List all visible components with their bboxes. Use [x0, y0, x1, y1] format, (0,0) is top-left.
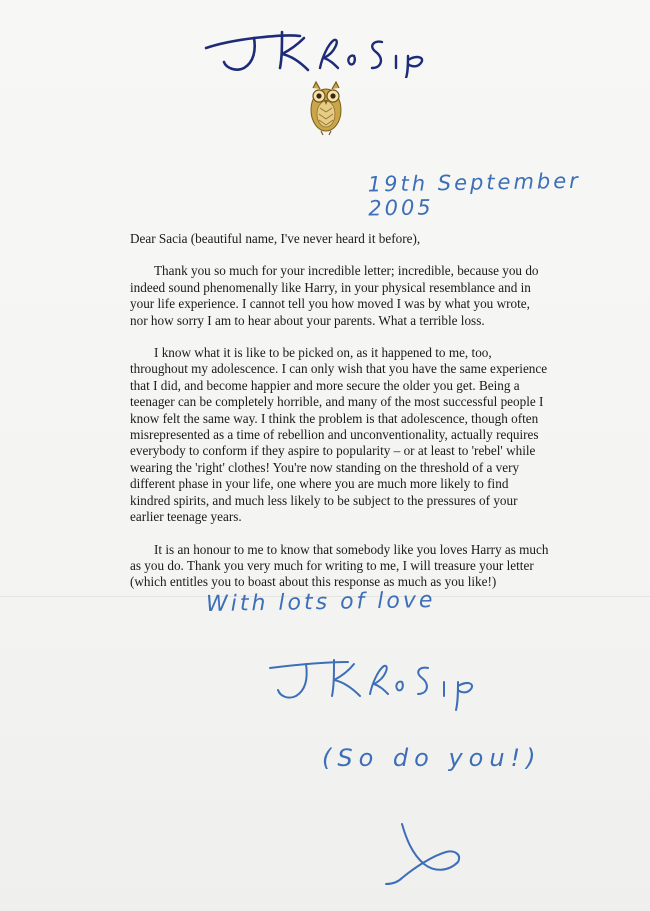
letter-body [130, 231, 550, 607]
postscript: (So do you!) [322, 744, 542, 772]
closing-line: With lots of love [205, 588, 436, 617]
paragraph-2: I know what it is like to be picked on, as it happened to me, too, throughout my adolescence. I can only wish that you have the same experience that I did, and become happier and more secure the older you get. Being a teenager can be completely horrible, and many of the most successful people I know felt the same way. I think the problem is that adolescence, though often misrepresented as a time of rebellion and unconventionality, actually requires everybody to conform if they aspire to popularity – or at least to 'rebel' while wearing the 'right' clothes! You're now standing on the threshold of a very different phase in your life, one where you are much more likely to find kindred spirits, and much less likely to be subject to the pressures of your earlier teenage years. [130, 345, 548, 525]
paragraph-3: It is an honour to me to know that somebody like you loves Harry as much as you do. Thank you very much for writing to me, I will treasure your letter (which entitles you to boast about this response as much as you like!) [130, 541, 549, 590]
salutation: Dear Sacia (beautiful name, I've never heard it before), [130, 231, 421, 246]
letter-date: 19th September 2005 [367, 168, 582, 221]
handwritten-signature [262, 648, 502, 718]
owl-emblem-icon [306, 78, 346, 136]
letterhead-signature [196, 18, 466, 78]
paragraph-1: Thank you so much for your incredible letter; incredible, because you do indeed sound phenomenally like Harry, in your physical resemblance and in your life experience. I cannot tell you how moved I was by what you wrote, nor how sorry I am to hear about your parents. What a terrible loss. [130, 263, 539, 328]
kiss-mark [362, 818, 472, 888]
